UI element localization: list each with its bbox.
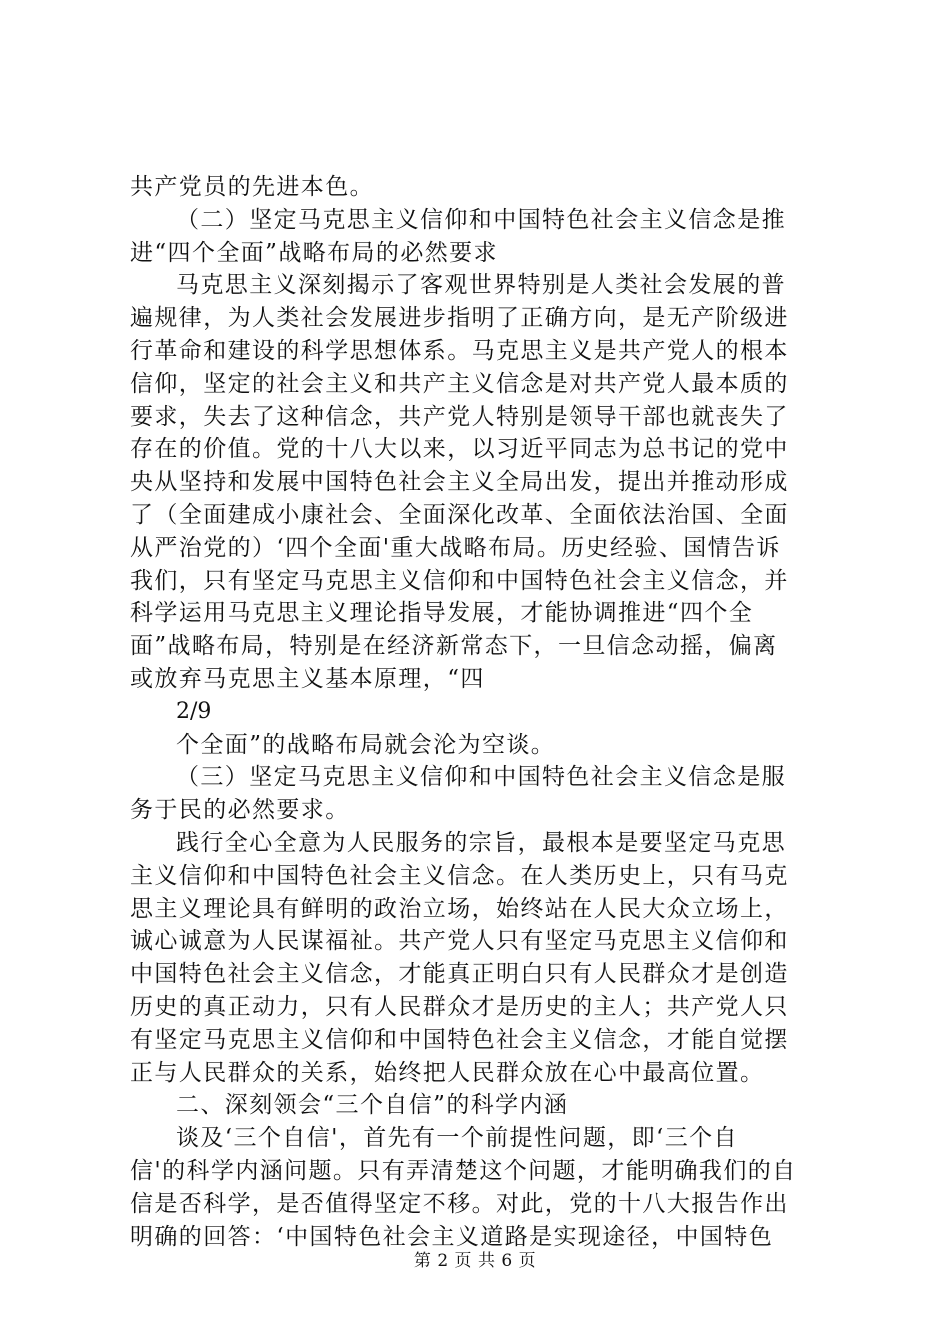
text-line: 科学运用马克思主义理论指导发展，才能协调推进“四个全 (130, 600, 754, 627)
text-line: 我们，只有坚定马克思主义信仰和中国特色社会主义信念，并 (130, 567, 789, 594)
text-line: 从严治党的）‘四个全面'重大战略布局。历史经验、国情告诉 (130, 534, 781, 561)
text-line: 共产党员的先进本色。 (130, 174, 374, 200)
text-line: 信'的科学内涵问题。只有弄清楚这个问题，才能明确我们的自 (130, 1157, 797, 1184)
text-line: 信仰，坚定的社会主义和共产主义信念是对共产党人最本质的 (130, 370, 789, 397)
text-line: 遍规律，为人类社会发展进步指明了正确方向，是无产阶级进 (130, 305, 789, 332)
text-line: 正与人民群众的关系，始终把人民群众放在心中最高位置。 (130, 1059, 765, 1086)
section-heading-2-cont: 进“四个全面”战略布局的必然要求 (130, 239, 498, 266)
text-line: 央从坚持和发展中国特色社会主义全局出发，提出并推动形成 (130, 469, 789, 496)
text-line: 思主义理论具有鲜明的政治立场，始终站在人民大众立场上， (130, 895, 789, 922)
inline-page-marker: 2/9 (176, 698, 212, 724)
text-line: 行革命和建设的科学思想体系。马克思主义是共产党人的根本 (130, 337, 789, 364)
text-line: 诚心诚意为人民谋福祉。共产党人只有坚定马克思主义信仰和 (130, 928, 789, 955)
text-line: 信是否科学，是否值得坚定不移。对此，党的十八大报告作出 (130, 1190, 789, 1217)
text-line: 个全面”的战略布局就会沦为空谈。 (176, 731, 556, 758)
text-line: 历史的真正动力，只有人民群众才是历史的主人；共产党人只 (130, 993, 789, 1020)
text-line: 或放弃马克思主义基本原理，“四 (130, 665, 485, 692)
section-heading-2: （二）坚定马克思主义信仰和中国特色社会主义信念是推 (176, 206, 786, 233)
text-line: 中国特色社会主义信念，才能真正明白只有人民群众才是创造 (130, 961, 789, 988)
text-line: 要求，失去了这种信念，共产党人特别是领导干部也就丧失了 (130, 403, 789, 430)
text-line: 存在的价值。党的十八大以来，以习近平同志为总书记的党中 (130, 436, 789, 463)
text-line: 主义信仰和中国特色社会主义信念。在人类历史上，只有马克 (130, 862, 789, 889)
text-line: 谈及‘三个自信'，首先有一个前提性问题，即‘三个自 (176, 1125, 738, 1152)
text-line: 有坚定马克思主义信仰和中国特色社会主义信念，才能自觉摆 (130, 1026, 789, 1053)
chapter-heading: 二、深刻领会“三个自信”的科学内涵 (176, 1092, 569, 1119)
page-footer: 第 2 页 共 6 页 (413, 1251, 537, 1271)
section-heading-3: （三）坚定马克思主义信仰和中国特色社会主义信念是服 (176, 764, 786, 791)
text-line: 了（全面建成小康社会、全面深化改革、全面依法治国、全面 (130, 501, 789, 528)
text-line: 明确的回答：‘中国特色社会主义道路是实现途径，中国特色 (130, 1223, 774, 1250)
body-text (130, 171, 830, 1253)
text-line: 面”战略布局，特别是在经济新常态下，一旦信念动摇，偏离 (130, 633, 778, 660)
section-heading-3-cont: 务于民的必然要求。 (130, 797, 350, 824)
text-line: 马克思主义深刻揭示了客观世界特别是人类社会发展的普 (176, 272, 786, 299)
text-line: 践行全心全意为人民服务的宗旨，最根本是要坚定马克思 (176, 829, 786, 856)
